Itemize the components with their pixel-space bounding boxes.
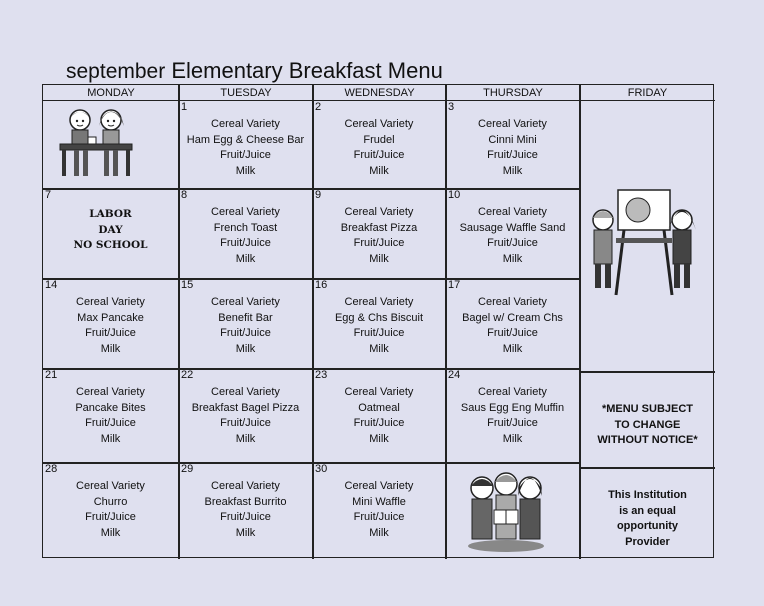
- menu-line: Fruit/Juice: [220, 417, 271, 429]
- menu-line: Milk: [235, 342, 256, 355]
- menu-items: [179, 205, 312, 267]
- header-wednesday: WEDNESDAY: [313, 85, 446, 101]
- kids-reading-illustration: [466, 466, 546, 554]
- menu-line: Milk: [369, 432, 389, 445]
- menu-line: Provider: [625, 535, 670, 548]
- menu-line: Cereal Variety: [211, 386, 280, 398]
- menu-line: Fruit/Juice: [353, 327, 405, 339]
- menu-line: Breakfast Bagel Pizza: [191, 401, 300, 414]
- day-cell-monday: [43, 279, 178, 368]
- menu-items: [313, 295, 445, 357]
- menu-items: [43, 295, 178, 357]
- day-cell-thursday: [446, 369, 579, 462]
- menu-line: Breakfast Burrito: [204, 495, 287, 508]
- menu-line: is an equal: [619, 504, 676, 517]
- menu-line: Milk: [369, 526, 389, 539]
- day-cell-wednesday: [313, 279, 445, 368]
- menu-items: [580, 402, 715, 449]
- menu-line: This Institution: [608, 489, 687, 501]
- menu-line: Milk: [100, 432, 121, 445]
- menu-line: Cereal Variety: [211, 118, 280, 130]
- menu-line: Sausage Waffle Sand: [459, 221, 566, 234]
- menu-line: Cereal Variety: [478, 386, 547, 398]
- menu-line: Benefit Bar: [218, 311, 273, 324]
- menu-line: Cereal Variety: [76, 296, 145, 308]
- menu-line: Frudel: [363, 133, 395, 146]
- menu-line: Fruit/Juice: [487, 149, 538, 161]
- menu-items: [43, 385, 178, 447]
- day-cell-wednesday: [313, 189, 445, 278]
- menu-items: [313, 479, 445, 541]
- menu-items: [179, 385, 312, 447]
- day-number: 14: [45, 279, 58, 291]
- menu-items: [179, 295, 312, 357]
- day-number: 23: [315, 369, 328, 381]
- menu-line: Fruit/Juice: [220, 237, 271, 249]
- title-month: september: [66, 60, 166, 83]
- day-number: 1: [181, 101, 188, 113]
- menu-line: Saus Egg Eng Muffin: [460, 401, 565, 414]
- menu-line: Bagel w/ Cream Chs: [462, 311, 563, 324]
- menu-line: Milk: [369, 252, 389, 265]
- menu-line: Milk: [235, 252, 256, 265]
- menu-line: Egg & Chs Biscuit: [334, 311, 424, 324]
- header-friday: FRIDAY: [580, 85, 715, 101]
- menu-items: [179, 117, 312, 179]
- day-number: 10: [448, 189, 461, 201]
- day-number: 3: [448, 101, 455, 113]
- menu-line: Cereal Variety: [76, 480, 145, 492]
- menu-line: Milk: [502, 432, 523, 445]
- menu-items: [446, 385, 579, 447]
- menu-items: [43, 479, 178, 541]
- menu-line: Cereal Variety: [344, 118, 414, 130]
- day-cell-tuesday: [179, 279, 312, 368]
- kids-at-easel-illustration: [588, 180, 698, 300]
- day-cell-thursday: [446, 189, 579, 278]
- menu-line: Churro: [93, 495, 128, 508]
- menu-line: Cereal Variety: [344, 206, 414, 218]
- day-cell-thursday: [446, 279, 579, 368]
- header-thursday: THURSDAY: [446, 85, 580, 101]
- menu-items: [179, 479, 312, 541]
- day-cell-wednesday: [313, 463, 445, 559]
- menu-line: Cereal Variety: [211, 480, 280, 492]
- day-cell-tuesday: [179, 189, 312, 278]
- menu-line: Pancake Bites: [75, 401, 146, 414]
- menu-line: Cereal Variety: [76, 386, 145, 398]
- menu-line: TO CHANGE: [614, 418, 681, 431]
- day-cell-tuesday: [179, 463, 312, 559]
- day-number: 21: [45, 369, 58, 381]
- kids-at-desk-illustration: [56, 104, 136, 184]
- menu-line: Fruit/Juice: [487, 417, 538, 429]
- menu-line: Cereal Variety: [344, 296, 414, 308]
- day-number: 29: [181, 463, 194, 475]
- menu-line: Fruit/Juice: [487, 327, 538, 339]
- menu-line: Fruit/Juice: [353, 511, 405, 523]
- menu-line: Milk: [502, 164, 523, 177]
- menu-line: Fruit/Juice: [220, 511, 271, 523]
- menu-line: Ham Egg & Cheese Bar: [186, 133, 305, 146]
- menu-line: opportunity: [616, 520, 679, 532]
- menu-line: Cereal Variety: [344, 480, 414, 492]
- day-number: 7: [45, 189, 52, 201]
- day-cell-monday: [43, 369, 178, 462]
- menu-line: French Toast: [213, 221, 278, 234]
- menu-line: Fruit/Juice: [85, 327, 136, 339]
- day-number: 16: [315, 279, 328, 291]
- menu-items: [446, 295, 579, 357]
- header-monday: MONDAY: [43, 85, 179, 101]
- menu-line: Cereal Variety: [478, 118, 547, 130]
- menu-line: Milk: [100, 342, 121, 355]
- day-number: 24: [448, 369, 461, 381]
- day-number: 9: [315, 189, 322, 201]
- day-cell-friday: [580, 468, 715, 559]
- page-title: [66, 58, 443, 84]
- menu-line: NO SCHOOL: [73, 239, 148, 251]
- header-tuesday: TUESDAY: [179, 85, 313, 101]
- menu-line: Milk: [235, 526, 256, 539]
- day-cell-thursday: [446, 101, 579, 188]
- day-cell-tuesday: [179, 101, 312, 188]
- menu-line: Fruit/Juice: [220, 149, 271, 161]
- menu-line: Fruit/Juice: [220, 327, 271, 339]
- menu-line: Mini Waffle: [352, 495, 406, 508]
- day-number: 30: [315, 463, 328, 475]
- menu-line: Milk: [235, 164, 256, 177]
- day-number: 28: [45, 463, 58, 475]
- menu-line: Fruit/Juice: [353, 149, 405, 161]
- menu-line: Milk: [235, 432, 256, 445]
- menu-line: Cinni Mini: [488, 133, 537, 146]
- menu-line: Max Pancake: [77, 311, 144, 324]
- menu-line: Breakfast Pizza: [340, 221, 418, 234]
- menu-line: Milk: [100, 526, 121, 539]
- menu-items: [446, 117, 579, 179]
- menu-line: Milk: [502, 252, 523, 265]
- menu-line: WITHOUT NOTICE*: [597, 434, 698, 446]
- day-number: 22: [181, 369, 194, 381]
- menu-items: [313, 385, 445, 447]
- menu-line: DAY: [98, 223, 123, 236]
- menu-calendar: [42, 84, 714, 558]
- day-cell-monday: [43, 189, 178, 278]
- day-number: 2: [315, 101, 322, 113]
- menu-line: Milk: [369, 342, 389, 355]
- menu-line: Fruit/Juice: [85, 417, 136, 429]
- day-cell-monday: [43, 463, 178, 559]
- menu-items: [313, 205, 445, 267]
- day-cell-wednesday: [313, 101, 445, 188]
- menu-line: Cereal Variety: [478, 206, 547, 218]
- menu-items: [313, 117, 445, 179]
- menu-line: Milk: [369, 164, 389, 177]
- menu-line: Oatmeal: [358, 401, 400, 414]
- day-cell-tuesday: [179, 369, 312, 462]
- menu-items: [43, 207, 178, 254]
- menu-line: Fruit/Juice: [353, 237, 405, 249]
- menu-line: Fruit/Juice: [353, 417, 405, 429]
- day-number: 8: [181, 189, 188, 201]
- menu-line: Cereal Variety: [478, 296, 547, 308]
- menu-items: [446, 205, 579, 267]
- menu-line: Milk: [502, 342, 523, 355]
- menu-line: Cereal Variety: [344, 386, 414, 398]
- menu-line: Fruit/Juice: [85, 511, 136, 523]
- menu-line: Fruit/Juice: [487, 237, 538, 249]
- menu-line: Cereal Variety: [211, 296, 280, 308]
- menu-line: Cereal Variety: [211, 206, 280, 218]
- day-cell-wednesday: [313, 369, 445, 462]
- title-rest: Elementary Breakfast Menu: [171, 58, 443, 83]
- day-number: 17: [448, 279, 461, 291]
- menu-line: *MENU SUBJECT: [601, 403, 694, 415]
- day-cell-friday: [580, 372, 715, 467]
- day-number: 15: [181, 279, 194, 291]
- menu-line: LABOR: [89, 208, 132, 220]
- menu-items: [580, 488, 715, 550]
